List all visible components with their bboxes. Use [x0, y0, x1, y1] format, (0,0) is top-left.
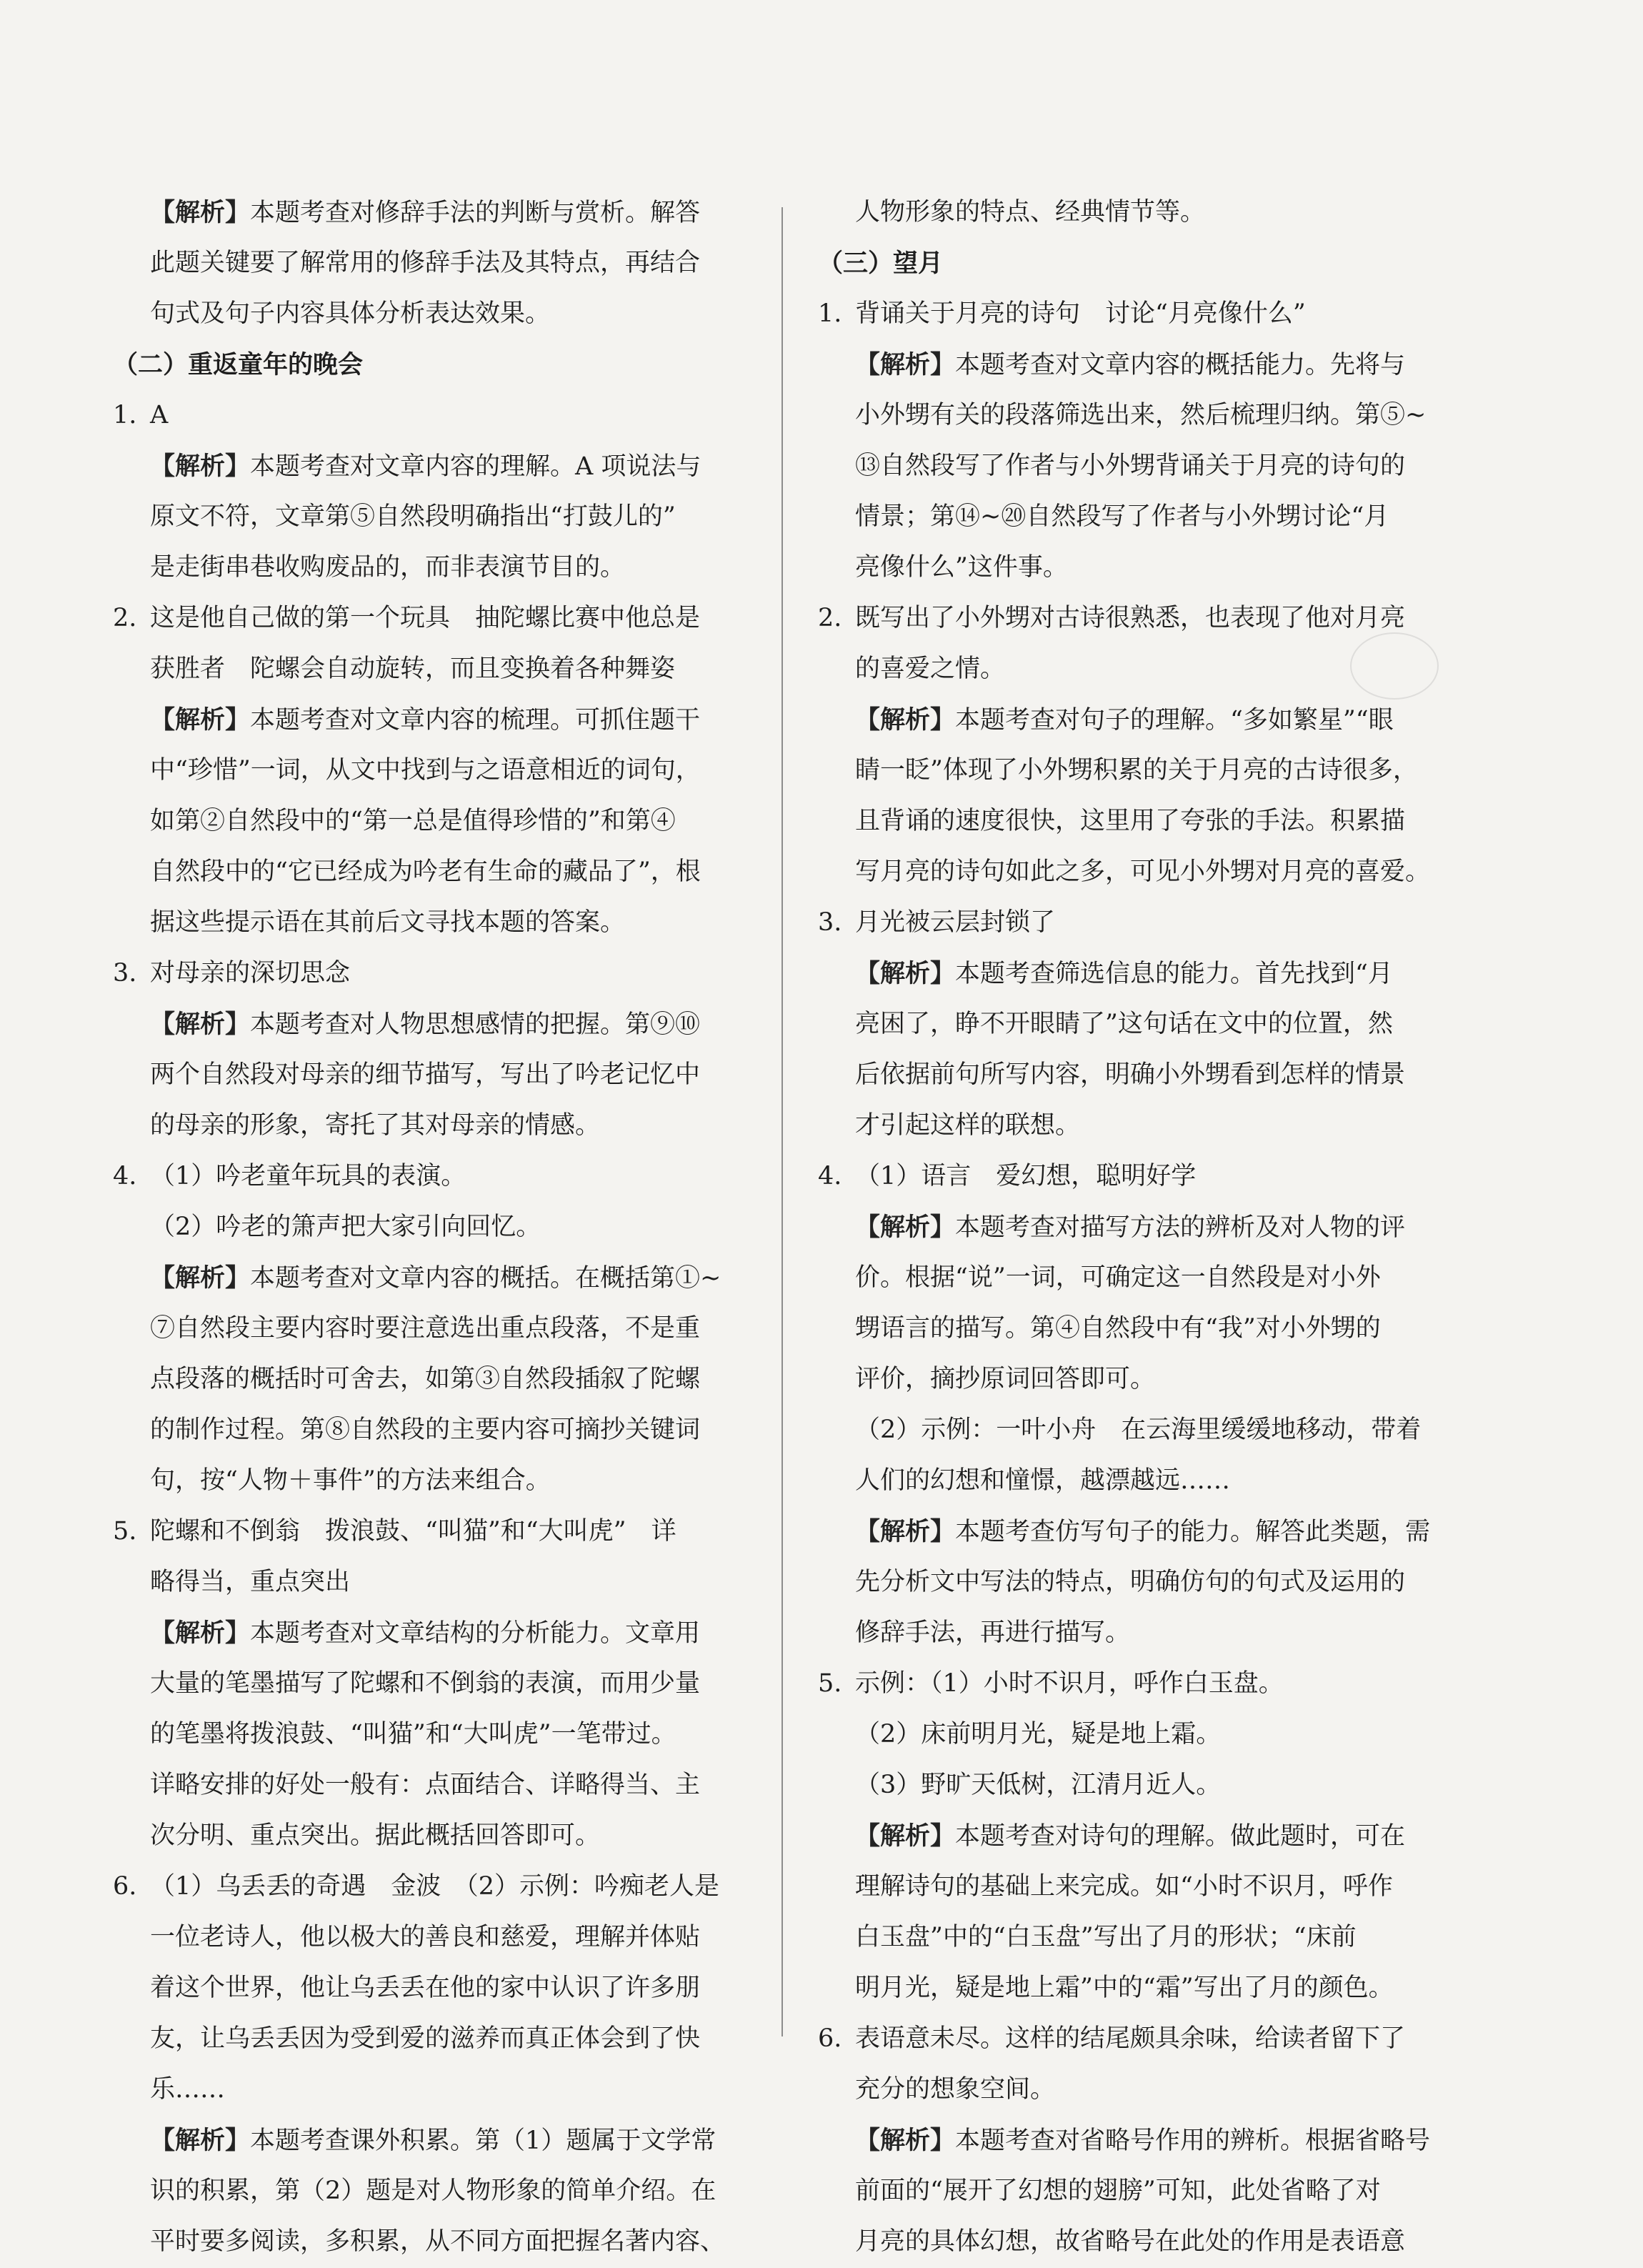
question-answer-line	[818, 2014, 1454, 2064]
analysis-line	[818, 1506, 1454, 1557]
text-line: 且背诵的速度很快，这里用了夸张的手法。积累描	[855, 807, 1406, 835]
question-number: 2.	[113, 604, 137, 632]
section-heading: （三）望月	[818, 249, 944, 278]
question-answer-line	[113, 948, 749, 999]
answer-text: （1）吟老童年玩具的表演。	[150, 1162, 466, 1190]
text-line: 睛一眨”体现了小外甥积累的关于月亮的古诗很多，	[855, 756, 1418, 785]
text-line: 后依据前句所写内容，明确小外甥看到怎样的情景	[855, 1060, 1406, 1089]
analysis-tag: 【解析】	[150, 452, 251, 481]
question-answer-line	[113, 1861, 749, 1912]
right-column	[818, 187, 1454, 2267]
text-line: 修辞手法，再进行描写。	[855, 1618, 1131, 1647]
analysis-tag: 【解析】	[150, 1618, 251, 1648]
text-line: 的笔墨将拨浪鼓、“叫猫”和“大叫虎”一笔带过。	[150, 1720, 676, 1749]
text-line: 小外甥有关的段落筛选出来，然后梳理归纳。第⑤~	[855, 401, 1427, 429]
analysis-text: 本题考查筛选信息的能力。首先找到“月	[955, 960, 1393, 988]
text-line: 次分明、重点突出。据此概括回答即可。	[150, 1821, 601, 1850]
analysis-text: 本题考查对人物思想感情的把握。第⑨⑩	[250, 1010, 701, 1039]
text-line: （2）床前明月光，疑是地上霜。	[855, 1720, 1222, 1749]
question-answer-line	[818, 593, 1454, 644]
text-line: 的喜爱之情。	[855, 655, 1006, 683]
question-number: 6.	[818, 2024, 842, 2053]
text-line: 一位老诗人，他以极大的善良和慈爱，理解并体贴	[150, 1923, 701, 1951]
text-line: 详略安排的好处一般有：点面结合、详略得当、主	[150, 1771, 701, 1799]
text-line: 理解诗句的基础上来完成。如“小时不识月，呼作	[855, 1872, 1393, 1901]
text-line: 前面的“展开了幻想的翅膀”可知，此处省略了对	[855, 2177, 1381, 2205]
text-line: 点段落的概括时可舍去，如第③自然段插叙了陀螺	[150, 1365, 701, 1393]
text-line: 充分的想象空间。	[855, 2075, 1056, 2104]
question-answer-line	[818, 289, 1454, 339]
analysis-text: 本题考查对描写方法的辨析及对人物的评	[955, 1213, 1406, 1242]
analysis-line	[113, 441, 749, 492]
text-line: 中“珍惜”一词，从文中找到与之语意相近的词句，	[150, 756, 701, 785]
text-line: 亮困了，睁不开眼睛了”这句话在文中的位置，然	[855, 1010, 1393, 1038]
analysis-text: 本题考查课外积累。第（1）题属于文学常	[250, 2127, 716, 2155]
analysis-text: 本题考查对文章内容的概括能力。先将与	[955, 351, 1406, 379]
analysis-tag: 【解析】	[150, 2126, 251, 2155]
text-line: 获胜者 陀螺会自动旋转，而且变换着各种舞姿	[150, 655, 676, 683]
text-line: 句，按“人物＋事件”的方法来组合。	[150, 1466, 551, 1495]
text-line: 自然段中的“它已经成为吟老有生命的藏品了”，根	[150, 857, 701, 886]
text-line: 大量的笔墨描写了陀螺和不倒翁的表演，而用少量	[150, 1669, 701, 1698]
analysis-line	[818, 2115, 1454, 2166]
question-number: 2.	[818, 604, 842, 632]
analysis-line	[818, 695, 1454, 745]
analysis-line	[113, 187, 749, 238]
analysis-line	[113, 999, 749, 1050]
text-line: 明月光，疑是地上霜”中的“霜”写出了月的颜色。	[855, 1974, 1394, 2002]
text-line: （3）野旷天低树，江清月近人。	[855, 1771, 1222, 1799]
answer-text: 示例：（1）小时不识月，呼作白玉盘。	[855, 1669, 1284, 1698]
analysis-tag: 【解析】	[150, 705, 251, 735]
text-line: 才引起这样的联想。	[855, 1111, 1081, 1140]
question-number: 5.	[818, 1669, 842, 1698]
text-line: 人物形象的特点、经典情节等。	[855, 198, 1206, 227]
text-line: 的母亲的形象，寄托了其对母亲的情感。	[150, 1111, 601, 1140]
text-line: 人们的幻想和憧憬，越漂越远……	[855, 1466, 1231, 1495]
answer-text: （1）语言 爱幻想，聪明好学	[855, 1162, 1197, 1190]
faint-seal-mark	[1350, 632, 1439, 700]
answer-text: 对母亲的深切思念	[150, 959, 351, 988]
text-line: 是走街串巷收购废品的，而非表演节目的。	[150, 553, 626, 582]
analysis-text: 本题考查对修辞手法的判断与赏析。解答	[250, 199, 701, 227]
analysis-line	[113, 2115, 749, 2166]
answer-text: 表语意未尽。这样的结尾颇具余味，给读者留下了	[855, 2024, 1406, 2053]
question-number: 6.	[113, 1872, 137, 1901]
question-answer-line	[818, 897, 1454, 948]
text-line: 亮像什么”这件事。	[855, 553, 1068, 582]
text-line: 平时要多阅读，多积累，从不同方面把握名著内容、	[150, 2227, 726, 2256]
analysis-tag: 【解析】	[150, 1263, 251, 1293]
text-line: 原文不符，文章第⑤自然段明确指出“打鼓儿的”	[150, 502, 676, 531]
text-line: 白玉盘”中的“白玉盘”写出了月的形状；“床前	[855, 1923, 1357, 1951]
analysis-line	[113, 1608, 749, 1658]
answer-text: A	[150, 401, 169, 429]
analysis-tag: 【解析】	[855, 350, 956, 379]
analysis-text: 本题考查对句子的理解。“多如繁星”“眼	[955, 706, 1394, 735]
answer-text: 这是他自己做的第一个玩具 抽陀螺比赛中他总是	[150, 604, 701, 632]
question-number: 1.	[818, 299, 842, 328]
text-line: 两个自然段对母亲的细节描写，写出了吟老记忆中	[150, 1060, 701, 1089]
text-line: 甥语言的描写。第④自然段中有“我”对小外甥的	[855, 1314, 1381, 1343]
text-line: 友，让乌丢丢因为受到爱的滋养而真正体会到了快	[150, 2024, 701, 2053]
analysis-tag: 【解析】	[855, 2126, 956, 2155]
analysis-line	[818, 1811, 1454, 1861]
answer-text: （1）乌丢丢的奇遇 金波 （2）示例：吟痴老人是	[150, 1872, 720, 1901]
analysis-text: 本题考查对文章内容的理解。A 项说法与	[250, 452, 701, 481]
answer-text: 背诵关于月亮的诗句 讨论“月亮像什么”	[855, 299, 1306, 328]
text-line: ⑦自然段主要内容时要注意选出重点段落，不是重	[150, 1314, 701, 1343]
analysis-line	[113, 1253, 749, 1303]
analysis-text: 本题考查对省略号作用的辨析。根据省略号	[955, 2127, 1431, 2155]
analysis-line	[113, 695, 749, 745]
left-column	[113, 187, 749, 2267]
question-number: 1.	[113, 401, 137, 429]
text-line: 价。根据“说”一词，可确定这一自然段是对小外	[855, 1263, 1381, 1292]
question-number: 4.	[818, 1162, 842, 1190]
text-line: 此题关键要了解常用的修辞手法及其特点，再结合	[150, 249, 701, 277]
question-answer-line	[818, 1151, 1454, 1202]
text-line: 略得当，重点突出	[150, 1568, 351, 1596]
analysis-text: 本题考查仿写句子的能力。解答此类题，需	[955, 1518, 1431, 1546]
text-line: ⑬自然段写了作者与小外甥背诵关于月亮的诗句的	[855, 452, 1406, 480]
analysis-text: 本题考查对文章内容的梳理。可抓住题干	[250, 706, 701, 735]
text-line: 识的积累，第（2）题是对人物形象的简单介绍。在	[150, 2177, 716, 2205]
text-line: 乐……	[150, 2075, 226, 2104]
text-line: 着这个世界，他让乌丢丢在他的家中认识了许多朋	[150, 1974, 701, 2002]
text-line: 句式及句子内容具体分析表达效果。	[150, 299, 551, 328]
text-line: 的制作过程。第⑧自然段的主要内容可摘抄关键词	[150, 1416, 701, 1444]
analysis-text: 本题考查对文章结构的分析能力。文章用	[250, 1619, 701, 1648]
text-line: （2）吟老的箫声把大家引向回忆。	[150, 1213, 541, 1241]
column-divider	[781, 207, 783, 2036]
analysis-line	[818, 948, 1454, 999]
analysis-tag: 【解析】	[150, 198, 251, 227]
analysis-tag: 【解析】	[855, 1517, 956, 1546]
text-line: （2）示例：一叶小舟 在云海里缓缓地移动，带着	[855, 1416, 1422, 1444]
text-line: 据这些提示语在其前后文寻找本题的答案。	[150, 908, 626, 937]
question-number: 3.	[818, 908, 842, 937]
question-answer-line	[113, 593, 749, 644]
analysis-tag: 【解析】	[855, 705, 956, 735]
answer-text: 陀螺和不倒翁 拨浪鼓、“叫猫”和“大叫虎” 详	[150, 1517, 676, 1546]
analysis-tag: 【解析】	[855, 1821, 956, 1851]
text-line: 情景；第⑭~⑳自然段写了作者与小外甥讨论“月	[855, 502, 1389, 531]
question-answer-line	[818, 1658, 1454, 1709]
text-line: 如第②自然段中的“第一总是值得珍惜的”和第④	[150, 807, 676, 835]
question-number: 3.	[113, 959, 137, 988]
analysis-text: 本题考查对文章内容的概括。在概括第①~	[250, 1264, 721, 1293]
question-answer-line	[113, 1506, 749, 1557]
text-line: 评价，摘抄原词回答即可。	[855, 1365, 1156, 1393]
answer-text: 既写出了小外甥对古诗很熟悉，也表现了他对月亮	[855, 604, 1406, 632]
analysis-tag: 【解析】	[855, 959, 956, 988]
analysis-tag: 【解析】	[150, 1010, 251, 1039]
analysis-tag: 【解析】	[855, 1213, 956, 1242]
text-line: 写月亮的诗句如此之多，可见小外甥对月亮的喜爱。	[855, 857, 1431, 886]
text-line: 先分析文中写法的特点，明确仿句的句式及运用的	[855, 1568, 1406, 1596]
question-answer-line	[113, 390, 749, 441]
analysis-line	[818, 1202, 1454, 1253]
section-heading: （二）重返童年的晚会	[113, 350, 364, 379]
question-number: 5.	[113, 1517, 137, 1546]
analysis-line	[818, 339, 1454, 390]
question-number: 4.	[113, 1162, 137, 1190]
question-answer-line	[113, 1151, 749, 1202]
text-line: 月亮的具体幻想，故省略号在此处的作用是表语意	[855, 2227, 1406, 2256]
analysis-text: 本题考查对诗句的理解。做此题时，可在	[955, 1822, 1406, 1851]
answer-text: 月光被云层封锁了	[855, 908, 1056, 937]
